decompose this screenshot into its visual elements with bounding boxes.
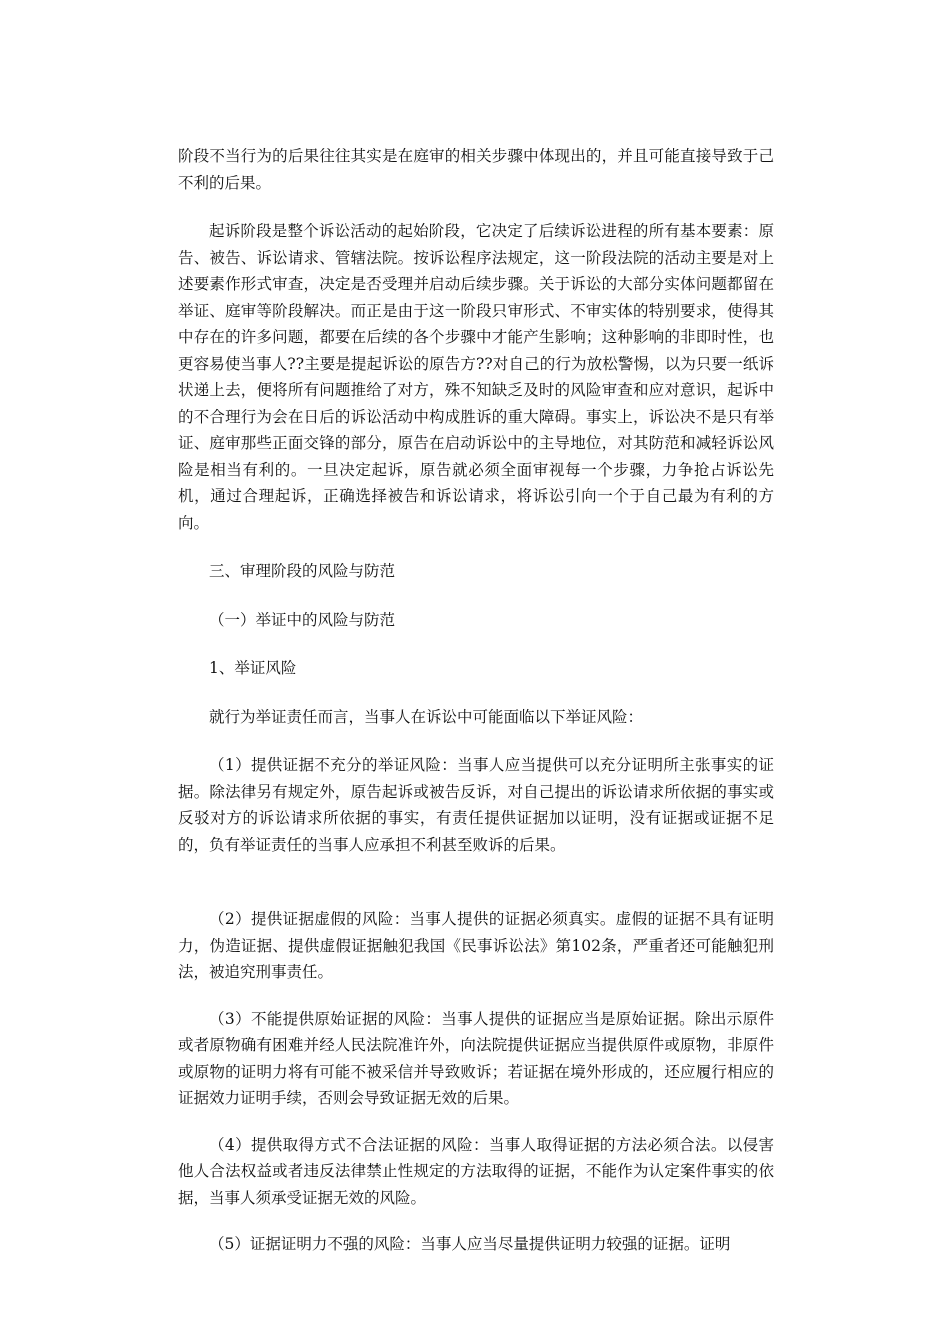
subsection-heading-evidence: （一）举证中的风险与防范 (209, 610, 396, 629)
document-body (178, 143, 774, 1258)
paragraph-risk-5: （5）证据证明力不强的风险：当事人应当尽量提供证明力较强的证据。证明 (209, 1235, 731, 1253)
paragraph-filing-stage: 起诉阶段是整个诉讼活动的起始阶段，它决定了后续诉讼进程的所有基本要素：原告、被告、诉讼请求、管辖法院。按诉讼程序法规定，这一阶段法院的活动主要是对上述要素作形式审查，决定是否受理并启动后续步骤。关于诉讼的大部分实体问题都留在举证、庭审等阶段解决。而正是由于这一阶段只审形式、不审实体的特别要求，使得其中存在的许多问题，都要在后续的各个步骤中才能产生影响；这种影响的非即时性，也更容易使当事人??主要是提起诉讼的原告方??对自己的行为放松警惕，以为只要一纸诉状递上去，便将所有问题推给了对方，殊不知缺乏及时的风险审查和应对意识，起诉中的不合理行为会在日后的诉讼活动中构成胜诉的重大障碍。事实上，诉讼决不是只有举证、庭审那些正面交锋的部分，原告在启动诉讼中的主导地位，对其防范和减轻诉讼风险是相当有利的。一旦决定起诉，原告就必须全面审视每一个步骤，力争抢占诉讼先机，通过合理起诉，正确选择被告和诉讼请求，将诉讼引向一个于自己最为有利的方向。 (178, 222, 774, 532)
paragraph-risk-2: （2）提供证据虚假的风险：当事人提供的证据必须真实。虚假的证据不具有证明力，伪造证据、提供虚假证据触犯我国《民事诉讼法》第102条，严重者还可能触犯刑法，被追究刑事责任。 (178, 910, 774, 981)
paragraph-evidence-intro: 就行为举证责任而言，当事人在诉讼中可能面临以下举证风险： (209, 707, 644, 726)
paragraph-risk-3: （3）不能提供原始证据的风险：当事人提供的证据应当是原始证据。除出示原件或者原物确有困难并经人民法院准许外，向法院提供证据应当提供原件或原物，非原件或原物的证明力将有可能不被采信并导致败诉；若证据在境外形成的，还应履行相应的证据效力证明手续，否则会导致证据无效的后果。 (178, 1009, 774, 1107)
item-heading-evidence-risk: 1、举证风险 (209, 659, 297, 677)
paragraph-continuation: 阶段不当行为的后果往往其实是在庭审的相关步骤中体现出的，并且可能直接导致于己不利的后果。 (178, 147, 774, 192)
paragraph-risk-1: （1）提供证据不充分的举证风险：当事人应当提供可以充分证明所主张事实的证据。除法律另有规定外，原告起诉或被告反诉，对自己提出的诉讼请求所依据的事实或反驳对方的诉讼请求所依据的事实，有责任提供证据加以证明，没有证据或证据不足的，负有举证责任的当事人应承担不利甚至败诉的后果。 (178, 756, 774, 854)
section-heading-trial-stage: 三、审理阶段的风险与防范 (209, 562, 396, 580)
paragraph-risk-4: （4）提供取得方式不合法证据的风险：当事人取得证据的方法必须合法。以侵害他人合法权益或者违反法律禁止性规定的方法取得的证据，不能作为认定案件事实的依据，当事人须承受证据无效的风险。 (178, 1135, 774, 1207)
